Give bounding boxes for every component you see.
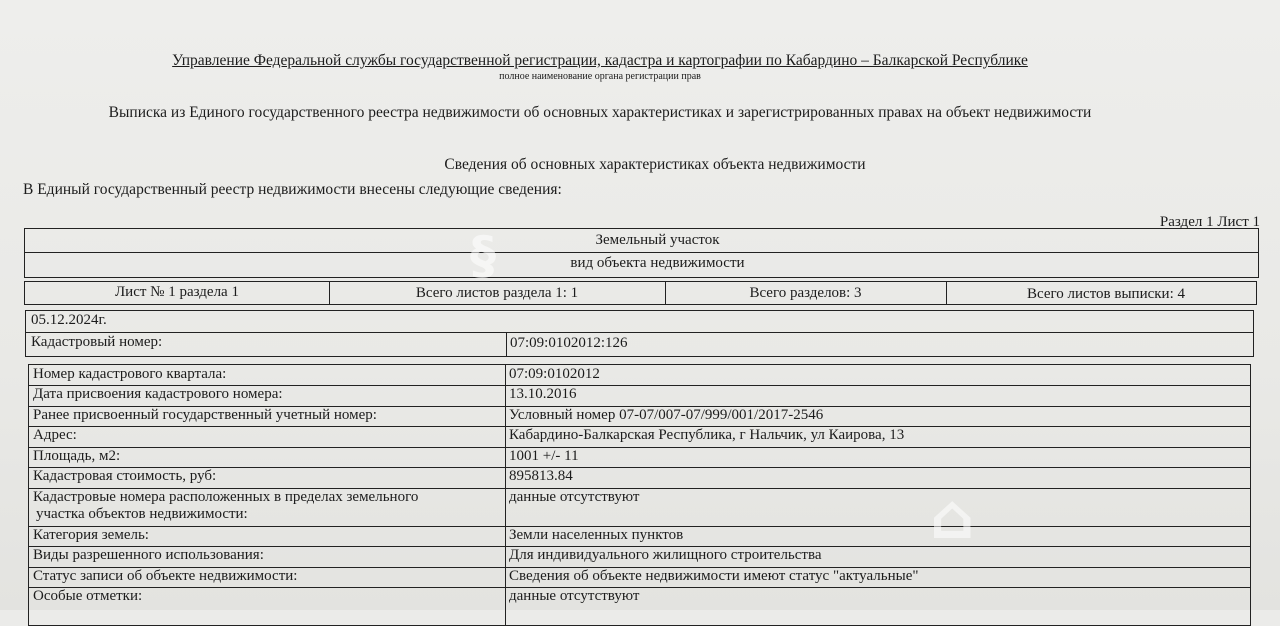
cadastral-number-label: Кадастровый номер: — [31, 334, 163, 350]
total-sheets-extract: Всего листов выписки: 4 — [1027, 286, 1185, 302]
watermark-text: § — [470, 226, 498, 286]
table-row — [29, 546, 1250, 568]
characteristics-table — [28, 364, 1251, 626]
watermark-logo-icon: ⌂ — [930, 480, 975, 553]
row-value: Земли населенных пунктов — [509, 527, 684, 543]
row-label: Адрес: — [33, 427, 77, 443]
table-row — [29, 526, 1250, 547]
row-label: Виды разрешенного использования: — [33, 547, 264, 563]
sheet-number: Лист № 1 раздела 1 — [115, 284, 239, 300]
row-value: 07:09:0102012 — [509, 366, 600, 382]
row-value: Условный номер 07-07/007-07/999/001/2017-2546 — [509, 407, 824, 423]
table-row — [29, 587, 1250, 609]
row-label: Ранее присвоенный государственный учетный номер: — [33, 407, 377, 423]
row-value: 1001 +/- 11 — [509, 448, 579, 464]
row-label: Статус записи об объекте недвижимости: — [33, 568, 298, 584]
object-type-caption: вид объекта недвижимости — [570, 255, 745, 271]
row-value: 13.10.2016 — [509, 386, 577, 402]
row-value: Кабардино-Балкарская Республика, г Нальчик, ул Каирова, 13 — [509, 427, 905, 443]
table-row — [29, 447, 1250, 468]
row-label-continued: участка объектов недвижимости: — [36, 506, 248, 522]
authority-caption: полное наименование органа регистрации прав — [499, 71, 701, 82]
row-label: Особые отметки: — [33, 588, 143, 604]
row-label: Категория земель: — [33, 527, 149, 543]
intro-text: В Единый государственный реестр недвижимости внесены следующие сведения: — [23, 181, 562, 198]
row-label: Кадастровая стоимость, руб: — [33, 468, 217, 484]
row-label: Кадастровые номера расположенных в пределах земельного — [33, 489, 419, 505]
table-row — [29, 406, 1250, 427]
table-row — [29, 467, 1250, 489]
cadastral-number-value: 07:09:0102012:126 — [510, 335, 628, 351]
row-label: Номер кадастрового квартала: — [33, 366, 227, 382]
table-row — [29, 488, 1250, 527]
row-value: Сведения об объекте недвижимости имеют статус "актуальные" — [509, 568, 919, 584]
total-sections: Всего разделов: 3 — [749, 285, 862, 301]
row-value: данные отсутствуют — [509, 588, 640, 604]
table-row — [29, 365, 1250, 386]
total-sheets-section: Всего листов раздела 1: 1 — [415, 285, 579, 301]
object-type-box — [24, 228, 1259, 278]
sheet-label: Раздел 1 Лист 1 — [1159, 214, 1260, 230]
row-value: 895813.84 — [509, 468, 573, 484]
row-value: Для индивидуального жилищного строительства — [509, 547, 822, 563]
section-title: Сведения об основных характеристиках объекта недвижимости — [444, 156, 866, 173]
row-label: Площадь, м2: — [33, 448, 121, 464]
sheets-row — [24, 281, 1257, 305]
object-type: Земельный участок — [595, 232, 720, 248]
table-row — [29, 385, 1250, 407]
table-row — [29, 426, 1250, 448]
date-cadastral-box — [25, 310, 1254, 357]
table-row — [29, 567, 1250, 588]
row-label: Дата присвоения кадастрового номера: — [33, 386, 283, 402]
row-value: данные отсутствуют — [509, 489, 640, 505]
document-title: Выписка из Единого государственного реестра недвижимости об основных характеристиках и зарегистрированных правах на объект недвижимости — [108, 104, 1092, 121]
extract-date: 05.12.2024г. — [31, 312, 107, 328]
authority-name: Управление Федеральной службы государственной регистрации, кадастра и картографии по Кабардино – Балкарской Республике — [172, 52, 1028, 69]
